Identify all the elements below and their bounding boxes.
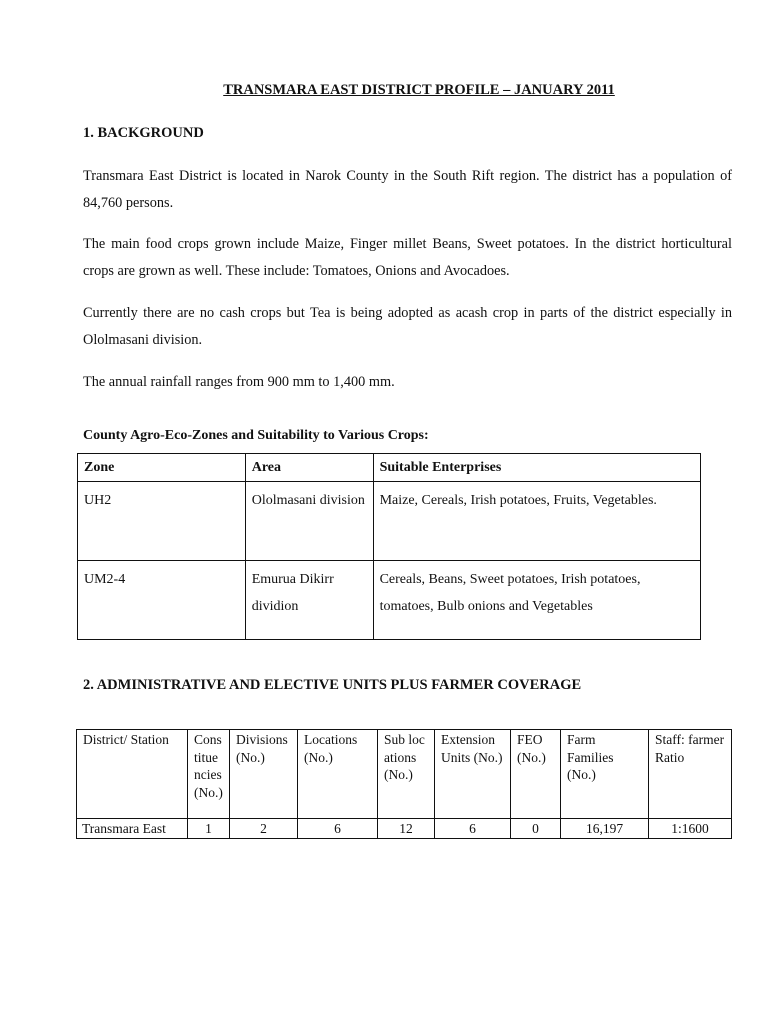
cell-enterprises: Maize, Cereals, Irish potatoes, Fruits, Vegetables.: [373, 482, 700, 561]
cell-feo: 0: [511, 819, 561, 839]
header-divisions: Divisions (No.): [230, 730, 298, 819]
table-row: [78, 561, 701, 640]
cell-enterprises: Cereals, Beans, Sweet potatoes, Irish potatoes, tomatoes, Bulb onions and Vegetables: [373, 561, 700, 640]
paragraph-location: Transmara East District is located in Narok County in the South Rift region. The district has a population of 84,760 persons.: [83, 168, 732, 211]
header-zone: Zone: [78, 454, 246, 482]
cell-extension-units: 6: [435, 819, 511, 839]
paragraph-cash-crops: Currently there are no cash crops but Tea is being adopted as acash crop in parts of the district especially in Ololmasani division.: [83, 305, 732, 348]
cell-zone: UH2: [78, 482, 246, 561]
document-title: TRANSMARA EAST DISTRICT PROFILE – JANUARY 2011: [223, 82, 615, 98]
header-constituencies: Constituencies (No.): [188, 730, 230, 819]
paragraph-rainfall: The annual rainfall ranges from 900 mm to 1,400 mm.: [83, 374, 395, 390]
cell-district-station: Transmara East: [77, 819, 188, 839]
table-header-row: [77, 730, 732, 819]
header-district-station: District/ Station: [77, 730, 188, 819]
header-farm-families: Farm Families (No.): [561, 730, 649, 819]
cell-staff-farmer-ratio: 1:1600: [649, 819, 732, 839]
cell-divisions: 2: [230, 819, 298, 839]
header-staff-farmer-ratio: Staff: farmer Ratio: [649, 730, 732, 819]
cell-locations: 6: [298, 819, 378, 839]
agro-eco-zones-table: [77, 453, 701, 640]
header-feo: FEO (No.): [511, 730, 561, 819]
table-row: [77, 819, 732, 839]
zones-table-caption: County Agro-Eco-Zones and Suitability to Various Crops:: [83, 428, 429, 443]
table-row: [78, 482, 701, 561]
header-extension-units: Extension Units (No.): [435, 730, 511, 819]
cell-sub-locations: 12: [378, 819, 435, 839]
cell-area: Emurua Dikirr dividion: [245, 561, 373, 640]
section-heading-admin-units: 2. ADMINISTRATIVE AND ELECTIVE UNITS PLUS FARMER COVERAGE: [83, 677, 582, 693]
cell-constituencies: 1: [188, 819, 230, 839]
admin-units-table: [76, 729, 732, 839]
section-heading-background: 1. BACKGROUND: [83, 125, 204, 141]
cell-farm-families: 16,197: [561, 819, 649, 839]
header-suitable-enterprises: Suitable Enterprises: [373, 454, 700, 482]
paragraph-food-crops: The main food crops grown include Maize, Finger millet Beans, Sweet potatoes. In the district horticultural crops are grown as well. These include: Tomatoes, Onions and Avocadoes.: [83, 236, 732, 279]
header-locations: Locations (No.): [298, 730, 378, 819]
cell-area: Ololmasani division: [245, 482, 373, 561]
table-header-row: [78, 454, 701, 482]
header-sub-locations: Sub locations (No.): [378, 730, 435, 819]
cell-zone: UM2-4: [78, 561, 246, 640]
header-area: Area: [245, 454, 373, 482]
